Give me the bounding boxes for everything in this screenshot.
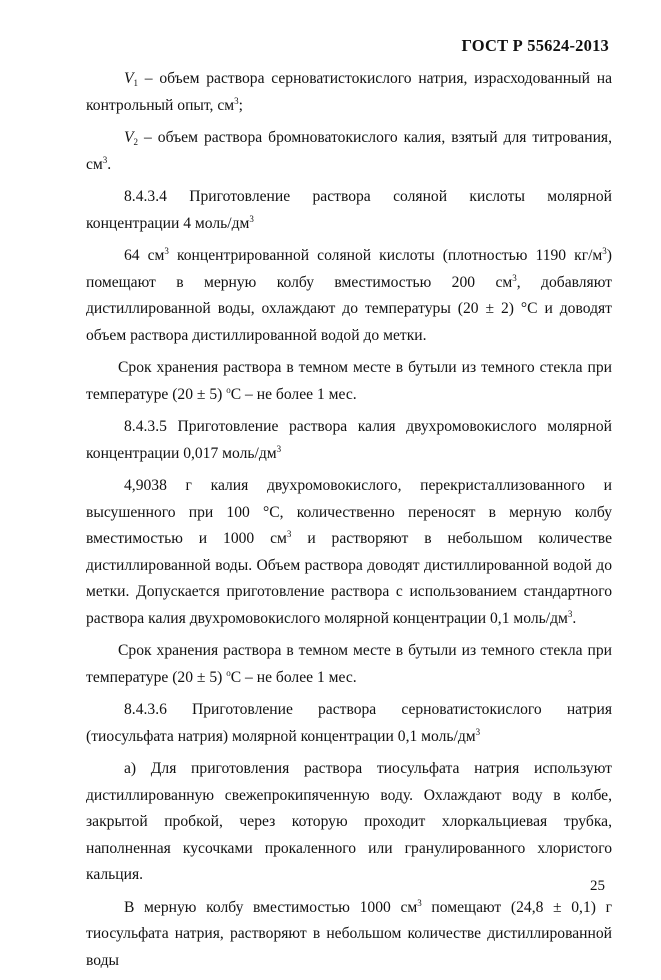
section-heading-8-4-3-6: 8.4.3.6 Приготовление раствора серноватистокислого натрия (тиосульфата натрия) молярной концентрации 0,1 моль/$дм^3$ <box>86 701 612 745</box>
variable-definition-v1: $V_1$ – объем раствора серноватистокислого натрия, израсходованный на контрольный опыт, $см^3$; <box>86 70 612 114</box>
section-heading-8-4-3-4: 8.4.3.4 Приготовление раствора соляной кислоты молярной концентрации 4 моль/$дм^3$ <box>86 188 612 232</box>
paragraph-storage-1: Срок хранения раствора в темном месте в бутыли из темного стекла при температуре (20 ± 5) $^о$С – не более 1 мес. <box>86 359 612 403</box>
paragraph-hcl-preparation: 64 $см^3$ концентрированной соляной кислоты (плотностью 1190 $кг/м^3$) помещают в мерную колбу вместимостью 200 $см^3$, добавляют дистиллированной воды, охлаждают до температуры (20 ± 2) °С и доводят объем раствора дистиллированной водой до метки. <box>86 246 612 344</box>
section-heading-8-4-3-5: 8.4.3.5 Приготовление раствора калия двухромовокислого молярной концентрации 0,017 моль/$дм^3$ <box>86 418 612 462</box>
paragraph-storage-2: Срок хранения раствора в темном месте в бутыли из темного стекла при температуре (20 ± 5) $^о$С – не более 1 мес. <box>86 642 612 686</box>
paragraph-thiosulfate-water: а) Для приготовления раствора тиосульфата натрия используют дистиллированную свежепрокипяченную воду. Охлаждают воду в колбе, закрытой пробкой, через которую проходит хлоркальциевая трубка, наполненная кусочками прокаленного или гранулированного хлористого кальция. <box>86 760 612 883</box>
paragraph-dichromate-preparation: 4,9038 г калия двухромовокислого, перекристаллизованного и высушенного при 100 °С, количественно переносят в мерную колбу вместимостью и 1000 $см^3$ и растворяют в небольшом количестве дистиллированной воды. Объем раствора доводят дистиллированной водой до метки. Допускается приготовление раствора с использованием стандартного раствора калия двухромовокислого молярной концентрации 0,1 моль/$дм^3$. <box>86 477 612 627</box>
variable-definition-v2: $V_2$ – объем раствора бромноватокислого калия, взятый для титрования, $см^3$. <box>86 129 612 173</box>
page-number: 25 <box>590 878 605 894</box>
document-header: ГОСТ Р 55624-2013 <box>461 36 609 55</box>
document-body <box>86 66 612 980</box>
paragraph-thiosulfate-dissolve: В мерную колбу вместимостью 1000 $см^3$ помещают (24,8 ± 0,1) г тиосульфата натрия, растворяют в небольшом количестве дистиллированной воды <box>86 897 613 969</box>
